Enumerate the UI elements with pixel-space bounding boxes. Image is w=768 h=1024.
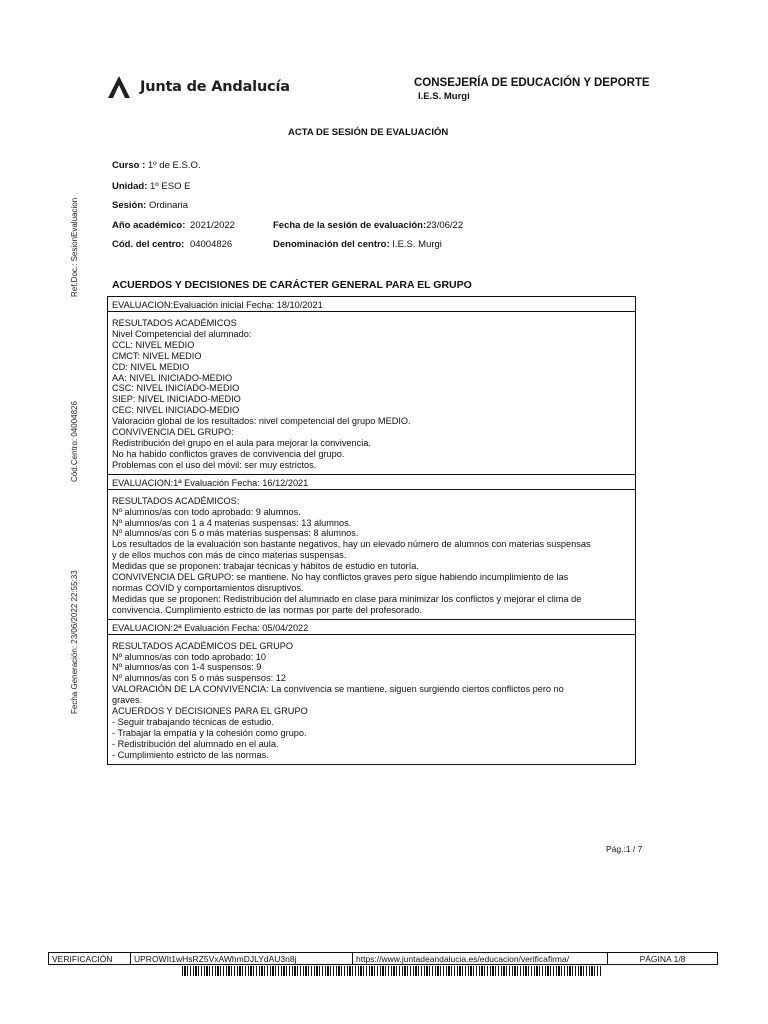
evaluation-line: CSC: NIVEL INICIADO-MEDIO xyxy=(112,383,240,394)
curso-label: Curso : xyxy=(112,160,146,171)
evaluation-line: CONVIVENCIA DEL GRUPO: se mantiene. No hay conflictos graves pero sigue habiendo incumplimiento de las xyxy=(112,572,569,583)
ref-doc-label: Ref.Doc.: SesionEvaluacion xyxy=(70,197,79,297)
evaluation-line: Medidas que se proponen: trabajar técnicas y hábitos de estudio en tutoría. xyxy=(112,561,419,572)
evaluation-line: Problemas con el uso del móvil: ser muy estrictos. xyxy=(112,459,317,470)
evaluation-line: - Seguir trabajando técnicas de estudio. xyxy=(112,717,274,727)
anio-label: Año académico: xyxy=(112,220,186,231)
document-title: ACTA DE SESIÓN DE EVALUACIÓN xyxy=(288,127,449,138)
evaluation-line: Redistribución del grupo en el aula para mejorar la convivencia. xyxy=(112,437,371,448)
evaluation-line: VALORACIÓN DE LA CONVIVENCIA: La convivencia se mantiene, siguen surgiendo ciertos conflictos pero no xyxy=(112,684,564,695)
verification-page: PÁGINA 1/8 xyxy=(639,954,686,964)
sesion-label: Sesión: xyxy=(112,200,147,211)
verification-code: UPROWIt1wHsRZ5VxAWhmDJLYdAU3n8j xyxy=(131,953,353,964)
fecha-sesion-label: Fecha de la sesión de evaluación: xyxy=(273,220,427,231)
denominacion-value: I.E.S. Murgi xyxy=(392,239,442,250)
evaluation-line: Medidas que se proponen: Redistribución del alumnado en clase para minimizar los conflictos y mejorar el clima de xyxy=(112,593,582,604)
cod-centro-value: 04004826 xyxy=(189,239,233,250)
anio-field xyxy=(112,220,235,231)
evaluation-line: y de ellos muchos con más de cinco materias suspensas. xyxy=(112,550,347,561)
evaluation-line: No ha habido conflictos graves de convivencia del grupo. xyxy=(112,448,345,459)
consejeria-title: CONSEJERÍA DE EDUCACIÓN Y DEPORTE xyxy=(414,77,650,89)
evaluation-body xyxy=(108,635,635,764)
cod-centro-label: Cód. del centro: xyxy=(112,239,185,250)
evaluation-line: CCL: NIVEL MEDIO xyxy=(112,339,195,350)
curso-field xyxy=(112,160,200,171)
evaluation-line: Valoración global de los resultados: nivel competencial del grupo MEDIO. xyxy=(112,416,411,427)
school-name: I.E.S. Murgi xyxy=(418,91,470,102)
evaluation-line: Nº alumnos/as con 1 a 4 materias suspensas: 13 alumnos. xyxy=(112,517,352,528)
evaluation-line: RESULTADOS ACADÉMICOS DEL GRUPO xyxy=(112,640,294,651)
evaluation-line: - Cumplimiento estricto de las normas. xyxy=(112,749,269,760)
denominacion-field xyxy=(273,239,442,250)
evaluation-line: Los resultados de la evaluación son bastante negativos, hay un elevado número de alumnos con materias suspensas xyxy=(112,539,591,550)
sesion-field xyxy=(112,200,188,211)
unidad-value: 1º ESO E xyxy=(150,181,191,192)
evaluation-line: CONVIVENCIA DEL GRUPO: xyxy=(112,427,234,438)
unidad-field xyxy=(112,181,190,192)
evaluation-line: CEC: NIVEL INICIADO-MEDIO xyxy=(112,405,240,416)
evaluations-table xyxy=(107,296,636,765)
evaluation-line: convivencia. Cumplimiento estricto de las normas por parte del profesorado. xyxy=(112,604,422,615)
evaluation-line: AA: NIVEL INICIADO-MEDIO xyxy=(112,372,233,383)
sesion-value: Ordinaria xyxy=(148,200,189,211)
evaluation-line: Nivel Competencial del alumnado: xyxy=(112,328,252,339)
verification-barcode xyxy=(182,966,602,976)
evaluation-header: EVALUACION:2ª Evaluación Fecha: 05/04/2022 xyxy=(108,620,635,635)
evaluation-header: EVALUACION:Evaluación inicial Fecha: 18/10/2021 xyxy=(108,297,635,312)
evaluation-line: SIEP: NIVEL INICIADO-MEDIO xyxy=(112,394,241,405)
fecha-sesion-value: 23/06/22 xyxy=(426,220,464,231)
fecha-sesion-field xyxy=(273,220,463,231)
junta-logo xyxy=(106,74,290,100)
cod-centro-side-label: Cód.Centro: 04004826 xyxy=(70,401,79,482)
evaluation-line: graves. xyxy=(112,695,143,706)
junta-andalucia-emblem-icon xyxy=(106,74,132,100)
evaluation-line: ACUERDOS Y DECISIONES PARA EL GRUPO xyxy=(112,706,308,717)
verification-bar xyxy=(48,952,718,965)
evaluation-line: Nº alumnos/as con todo aprobado: 10 xyxy=(112,651,267,662)
evaluation-line: - Trabajar la empatía y la cohesión como grupo. xyxy=(112,727,307,738)
unidad-label: Unidad: xyxy=(112,181,148,192)
section-heading: ACUERDOS Y DECISIONES DE CARÁCTER GENERAL PARA EL GRUPO xyxy=(112,279,472,291)
anio-value: 2021/2022 xyxy=(190,220,235,231)
fecha-generacion-label: Fecha Generación: 23/06/2022 22:55:33 xyxy=(70,570,79,714)
evaluation-line: - Redistribución del alumnado en el aula. xyxy=(112,738,279,749)
evaluation-line: normas COVID y comportamientos disruptivos. xyxy=(112,582,304,593)
curso-value: 1º de E.S.O. xyxy=(147,160,201,171)
evaluation-line: Nº alumnos/as con 5 o más suspensos: 12 xyxy=(112,673,286,684)
logo-text: Junta de Andalucía xyxy=(140,79,290,95)
evaluation-line: Nº alumnos/as con todo aprobado: 9 alumnos. xyxy=(112,506,301,517)
evaluation-line: Nº alumnos/as con 5 o más materias suspensas: 8 alumnos. xyxy=(112,528,359,539)
evaluation-body xyxy=(108,312,635,475)
cod-centro-field xyxy=(112,239,232,250)
evaluation-line: RESULTADOS ACADÉMICOS xyxy=(112,318,237,328)
evaluation-line: CD: NIVEL MEDIO xyxy=(112,361,190,372)
evaluation-line: RESULTADOS ACADÉMICOS: xyxy=(112,495,240,506)
page-number: Pág.:1 / 7 xyxy=(606,844,643,854)
verification-label: VERIFICACIÓN xyxy=(49,953,131,964)
evaluation-body xyxy=(108,490,635,620)
evaluation-line: CMCT: NIVEL MEDIO xyxy=(112,350,202,361)
evaluation-header: EVALUACION:1ª Evaluación Fecha: 16/12/2021 xyxy=(108,475,635,490)
evaluation-line: Nº alumnos/as con 1-4 suspensos: 9 xyxy=(112,662,262,673)
verification-url[interactable]: https://www.juntadeandalucia.es/educacion/verificafirma/ xyxy=(353,953,608,964)
denominacion-label: Denominación del centro: xyxy=(273,239,390,250)
